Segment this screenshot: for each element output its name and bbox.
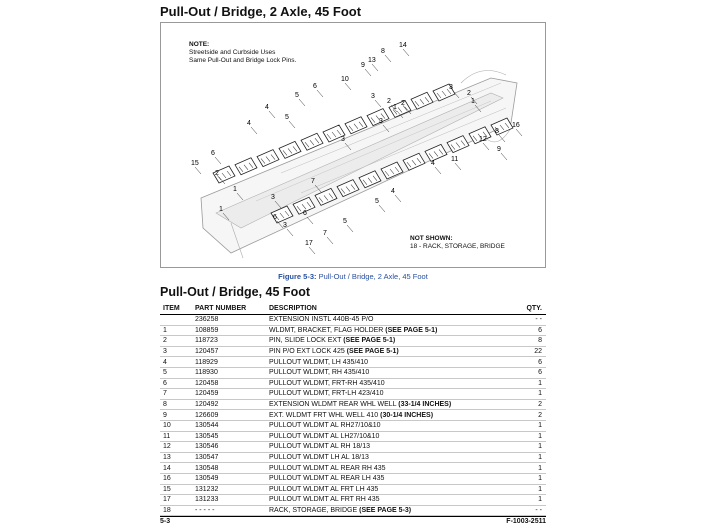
- figure-caption: [0, 272, 706, 281]
- callout-number: 6: [303, 210, 307, 217]
- cell-description: [269, 327, 502, 334]
- not-shown-title: NOT SHOWN:: [410, 235, 453, 242]
- callout-leader: [455, 163, 461, 170]
- caption-label: Figure 5-3:: [278, 272, 317, 281]
- header-description: DESCRIPTION: [269, 304, 317, 312]
- cell-description: [269, 422, 502, 429]
- description-text: PULLOUT WLDMT AL FRT LH 435: [269, 485, 379, 493]
- cell-description: [269, 507, 502, 514]
- callout-leader: [501, 153, 507, 160]
- cell-part-number: 108859: [195, 326, 219, 334]
- cell-qty: 22: [534, 348, 542, 356]
- cell-item: 11: [163, 432, 171, 440]
- description-text: PULLOUT WLDMT AL FRT RH 435: [269, 496, 380, 504]
- callout-number: 3: [371, 93, 375, 100]
- callout-number: 1: [471, 98, 475, 105]
- callout-number: 5: [295, 92, 299, 99]
- note-line-2: Same Pull-Out and Bridge Lock Pins.: [189, 57, 297, 64]
- callout-number: 3: [283, 222, 287, 229]
- callout-number: 4: [247, 120, 251, 127]
- callout-number: 2: [467, 90, 471, 97]
- header-part-number: PART NUMBER: [195, 304, 247, 312]
- parts-section-title: Pull-Out / Bridge, 45 Foot: [160, 285, 310, 299]
- description-text: PULLOUT WLDMT AL REAR LH 435: [269, 475, 385, 483]
- cell-description: [269, 412, 502, 419]
- description-text: PULLOUT WLDMT AL RH27/10&10: [269, 422, 381, 430]
- callout-number: 7: [311, 178, 315, 185]
- callout-leader: [317, 90, 323, 97]
- callout-leader: [435, 167, 441, 174]
- cell-part-number: 130546: [195, 443, 219, 451]
- callout-number: 7: [323, 230, 327, 237]
- parts-table: [160, 302, 546, 516]
- callout-number: 8: [495, 128, 499, 135]
- callout-number: 15: [191, 160, 199, 167]
- description-text: EXTENSION WLDMT REAR WHL WELL: [269, 401, 399, 409]
- cell-part-number: 120459: [195, 390, 219, 398]
- callout-leader: [289, 121, 295, 128]
- callout-leader: [195, 167, 201, 174]
- callout-number: 9: [497, 146, 501, 153]
- callout-number: 2: [401, 100, 405, 107]
- cell-description: [269, 496, 502, 503]
- cell-part-number: 131233: [195, 496, 219, 504]
- description-text: EXT. WLDMT FRT WHL WELL 410: [269, 411, 381, 419]
- callout-number: 6: [313, 83, 317, 90]
- callout-leader: [516, 129, 522, 136]
- callout-leader: [499, 135, 505, 142]
- cell-qty: 6: [538, 369, 542, 377]
- cell-description: [269, 380, 502, 387]
- description-reference: (SEE PAGE 5-1): [385, 326, 438, 334]
- cell-qty: 1: [538, 454, 542, 462]
- cell-qty: 1: [538, 379, 542, 387]
- table-row: [160, 389, 546, 400]
- table-row: [160, 463, 546, 474]
- cell-qty: 1: [538, 432, 542, 440]
- callout-number: 2: [215, 170, 219, 177]
- callout-number: 1: [219, 206, 223, 213]
- cell-qty: 1: [538, 496, 542, 504]
- callout-leader: [403, 49, 409, 56]
- callout-number: 3: [379, 118, 383, 125]
- callout-leader: [269, 111, 275, 118]
- callout-number: 10: [341, 76, 349, 83]
- cell-item: 1: [163, 326, 167, 334]
- cell-description: [269, 454, 502, 461]
- description-text: PULLOUT WLDMT, FRT-RH 435/410: [269, 379, 385, 387]
- cell-part-number: 130549: [195, 475, 219, 483]
- parts-table-body: [160, 315, 546, 516]
- callout-number: 2: [387, 98, 391, 105]
- table-row: [160, 432, 546, 443]
- callout-leader: [365, 69, 371, 76]
- cell-description: [269, 337, 502, 344]
- cell-item: 14: [163, 464, 171, 472]
- cell-item: 6: [163, 379, 167, 387]
- cell-item: 18: [163, 506, 171, 514]
- description-text: PIN P/O EXT LOCK 425: [269, 348, 347, 356]
- description-text: PULLOUT WLDMT AL RH 18/13: [269, 443, 371, 451]
- cell-part-number: 130548: [195, 464, 219, 472]
- callout-leader: [307, 217, 313, 224]
- cell-description: [269, 486, 502, 493]
- note-line-1: Streetside and Curbside Uses: [189, 49, 276, 56]
- cell-description: [269, 443, 502, 450]
- description-reference: (30-1/4 INCHES): [380, 411, 434, 419]
- description-text: RACK, STORAGE, BRIDGE: [269, 506, 360, 514]
- cell-qty: - -: [535, 506, 542, 514]
- cell-description: [269, 348, 502, 355]
- callout-number: 5: [375, 198, 379, 205]
- cell-item: 8: [163, 401, 167, 409]
- cell-part-number: 118929: [195, 358, 218, 366]
- cell-item: 7: [163, 390, 167, 398]
- table-row: [160, 357, 546, 368]
- callout-number: 5: [343, 218, 347, 225]
- callout-number: 4: [431, 160, 435, 167]
- table-row: [160, 453, 546, 464]
- callout-leader: [299, 99, 305, 106]
- description-text: EXTENSION INSTL 440B-45 P/O: [269, 316, 374, 324]
- callout-number: 6: [273, 214, 277, 221]
- table-row: [160, 400, 546, 411]
- cell-description: [269, 316, 502, 323]
- callout-number: 5: [285, 114, 289, 121]
- cell-item: 16: [163, 475, 171, 483]
- callout-number: 4: [391, 188, 395, 195]
- callout-leader: [372, 64, 378, 71]
- parts-table-header: [160, 302, 546, 315]
- cell-part-number: 236258: [195, 316, 219, 324]
- header-qty: QTY.: [526, 304, 542, 312]
- callout-leader: [251, 127, 257, 134]
- table-row: [160, 379, 546, 390]
- cell-part-number: 118930: [195, 369, 218, 377]
- cell-qty: 1: [538, 422, 542, 430]
- callout-leader: [395, 195, 401, 202]
- callout-leader: [385, 55, 391, 62]
- callout-number: 1: [393, 104, 397, 111]
- cell-description: [269, 401, 502, 408]
- callout-number: 1: [233, 186, 237, 193]
- table-row: [160, 495, 546, 506]
- cell-qty: 8: [538, 337, 542, 345]
- cell-description: [269, 359, 502, 366]
- cell-qty: 1: [538, 485, 542, 493]
- header-item: ITEM: [163, 304, 180, 312]
- callout-leader: [347, 225, 353, 232]
- callout-leader: [309, 247, 315, 254]
- table-row: [160, 315, 546, 326]
- cell-qty: 1: [538, 464, 542, 472]
- cell-part-number: 130544: [195, 422, 219, 430]
- not-shown-item: 18 - RACK, STORAGE, BRIDGE: [410, 243, 505, 250]
- description-text: PULLOUT WLDMT AL LH27/10&10: [269, 432, 380, 440]
- cell-part-number: 120457: [195, 348, 219, 356]
- callout-leader: [345, 83, 351, 90]
- description-text: PULLOUT WLDMT, FRT-LH 423/410: [269, 390, 384, 398]
- cell-qty: 1: [538, 475, 542, 483]
- callout-number: 14: [399, 42, 407, 49]
- callout-number: 3: [341, 136, 345, 143]
- pullout-weldment: [301, 133, 323, 150]
- cell-qty: - -: [535, 316, 542, 324]
- table-row: [160, 474, 546, 485]
- caption-text: Pull-Out / Bridge, 2 Axle, 45 Foot: [318, 272, 428, 281]
- table-row: [160, 442, 546, 453]
- callout-leader: [327, 237, 333, 244]
- callout-leader: [483, 143, 489, 150]
- cell-description: [269, 475, 502, 482]
- page-number: 5-3: [160, 518, 171, 525]
- description-text: PULLOUT WLDMT, LH 435/410: [269, 358, 369, 366]
- description-text: WLDMT, BRACKET, FLAG HOLDER: [269, 326, 386, 334]
- description-reference: (33-1/4 INCHES): [398, 401, 452, 409]
- table-row: [160, 336, 546, 347]
- callout-number: 9: [361, 62, 365, 69]
- table-row: [160, 347, 546, 358]
- pullout-weldment: [279, 141, 301, 158]
- footer-rule: [160, 516, 546, 517]
- description-reference: (SEE PAGE 5-1): [346, 348, 399, 356]
- document-number: F-1003-2511: [506, 518, 546, 525]
- callout-leader: [215, 157, 221, 164]
- pullout-weldment: [257, 150, 279, 167]
- cell-part-number: 118723: [195, 337, 218, 345]
- trailer-drawing: [161, 23, 546, 268]
- callout-number: 8: [381, 48, 385, 55]
- table-row: [160, 506, 546, 517]
- description-reference: (SEE PAGE 5-3): [359, 506, 412, 514]
- cell-item: 5: [163, 369, 167, 377]
- callout-number: 11: [451, 156, 459, 163]
- cell-part-number: 130547: [195, 454, 219, 462]
- cell-qty: 2: [538, 401, 542, 409]
- callout-number: 4: [265, 104, 269, 111]
- cell-item: 2: [163, 337, 167, 345]
- cell-item: 3: [163, 348, 167, 356]
- cell-item: 15: [163, 485, 171, 493]
- cell-description: [269, 390, 502, 397]
- description-text: PULLOUT WLDMT, RH 435/410: [269, 369, 370, 377]
- cell-description: [269, 433, 502, 440]
- cell-qty: 1: [538, 443, 542, 451]
- cell-item: 13: [163, 454, 171, 462]
- callout-number: 12: [479, 136, 487, 143]
- cell-part-number: - - - - -: [195, 506, 215, 514]
- callout-number: 16: [512, 122, 520, 129]
- description-text: PIN, SLIDE LOCK EXT: [269, 337, 344, 345]
- note-title: NOTE:: [189, 41, 210, 48]
- callout-number: 17: [305, 240, 313, 247]
- pullout-weldment: [235, 158, 257, 175]
- table-row: [160, 326, 546, 337]
- table-row: [160, 368, 546, 379]
- description-text: PULLOUT WLDMT LH AL 18/13: [269, 454, 369, 462]
- page-title: Pull-Out / Bridge, 2 Axle, 45 Foot: [160, 4, 362, 19]
- description-reference: (SEE PAGE 5-1): [343, 337, 396, 345]
- cell-item: 9: [163, 411, 167, 419]
- cell-part-number: 130545: [195, 432, 219, 440]
- cell-description: [269, 369, 502, 376]
- cell-item: 12: [163, 443, 171, 451]
- cell-part-number: 120458: [195, 379, 219, 387]
- cell-qty: 2: [538, 411, 542, 419]
- table-row: [160, 485, 546, 496]
- cell-item: 4: [163, 358, 167, 366]
- callout-leader: [379, 205, 385, 212]
- table-row: [160, 410, 546, 421]
- cell-qty: 1: [538, 390, 542, 398]
- cell-item: 10: [163, 422, 171, 430]
- cell-qty: 6: [538, 326, 542, 334]
- cell-qty: 6: [538, 358, 542, 366]
- cell-part-number: 126609: [195, 411, 219, 419]
- callout-number: 13: [368, 57, 376, 64]
- description-text: PULLOUT WLDMT AL REAR RH 435: [269, 464, 386, 472]
- exploded-view-figure: [160, 22, 546, 268]
- cell-item: 17: [163, 496, 171, 504]
- cell-part-number: 131232: [195, 485, 219, 493]
- table-row: [160, 421, 546, 432]
- callout-leader: [375, 100, 381, 107]
- cell-description: [269, 465, 502, 472]
- callout-number: 6: [211, 150, 215, 157]
- callout-leader: [287, 229, 293, 236]
- callout-number: 3: [271, 194, 275, 201]
- callout-number: 3: [449, 84, 453, 91]
- cell-part-number: 120492: [195, 401, 219, 409]
